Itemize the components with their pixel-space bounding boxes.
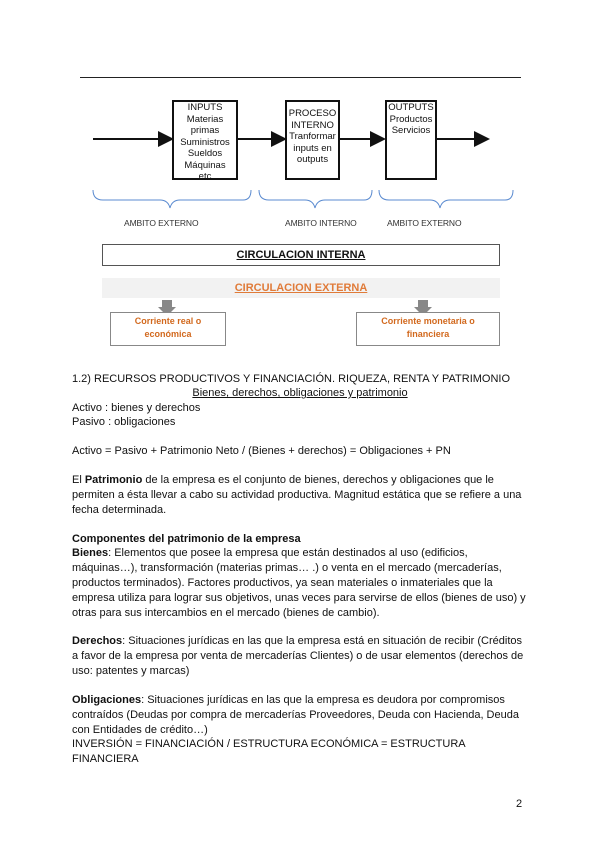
ambito-externo-left: AMBITO EXTERNO: [124, 218, 199, 228]
componentes-title: Componentes del patrimonio de la empresa: [72, 533, 301, 545]
corriente-monetaria-line: financiera: [406, 329, 450, 339]
obligaciones-term: Obligaciones: [72, 694, 142, 706]
brace-mid: [259, 190, 372, 208]
derechos-rest: : Situaciones jurídicas en las que la empresa está en situación de recibir (Créditos a favor de la empresa por venta de mercaderías Clientes) o de usar elementos (derechos de uso: patentes y marcas): [72, 635, 524, 677]
inputs-line: Suministros: [180, 136, 230, 148]
obligaciones-rest: : Situaciones jurídicas en las que la empresa es deudora por compromisos contraídos (Deudas por compra de mercaderías Proveedores, Deuda con Hacienda, Deuda con Entidades de crédito…): [72, 694, 519, 736]
proceso-line: PROCESO: [288, 108, 337, 119]
outputs-line: Productos: [389, 113, 433, 125]
proceso-box: [285, 100, 340, 180]
patrimonio-lead: El: [72, 474, 85, 486]
derechos-paragraph: [72, 634, 528, 679]
inputs-box: [172, 100, 238, 180]
section-title: 1.2) RECURSOS PRODUCTIVOS Y FINANCIACIÓN. RIQUEZA, RENTA Y PATRIMONIO: [72, 373, 511, 385]
outputs-box: [385, 100, 437, 180]
inversion-line: INVERSIÓN = FINANCIACIÓN / ESTRUCTURA ECONÓMICA = ESTRUCTURA FINANCIERA: [72, 738, 465, 765]
circulacion-interna: CIRCULACION INTERNA: [102, 244, 500, 266]
proceso-line: INTERNO: [291, 119, 334, 131]
corriente-real-line: Corriente real o: [134, 316, 202, 326]
inputs-line: etc: [198, 171, 212, 182]
outputs-line: OUTPUTS: [388, 102, 434, 113]
bienes-paragraph: [72, 546, 528, 621]
derechos-term: Derechos: [72, 635, 123, 647]
ambito-interno: AMBITO INTERNO: [285, 218, 357, 228]
circulacion-externa: CIRCULACION EXTERNA: [102, 278, 500, 298]
pasivo-line: Pasivo : obligaciones: [72, 416, 176, 428]
proceso-line: outputs: [296, 154, 329, 165]
proceso-line: inputs en: [293, 142, 332, 154]
brace-left: [93, 190, 251, 208]
bienes-rest: : Elementos que posee la empresa que están destinados al uso (edificios, máquinas…), transformación (materias primas… .) o venta en el mercado (mercaderías, productos terminados). Factores productivos, ya sean materiales o inmateriales que la empresa utiliza para lograr sus objetivos, unas veces para servirse de ellos (bienes de uso) y otras para sus intercambios en el mercado (bienes de cambio).: [72, 547, 526, 619]
ambito-externo-right: AMBITO EXTERNO: [387, 218, 462, 228]
inputs-line: Materias primas: [186, 113, 224, 136]
inputs-line: Máquinas: [184, 159, 226, 171]
inputs-line: INPUTS: [187, 102, 223, 113]
corriente-real-line: económica: [144, 329, 192, 339]
corriente-monetaria-box: [356, 312, 500, 346]
inputs-line: Sueldos: [187, 148, 223, 159]
page-number: 2: [516, 798, 523, 810]
patrimonio-term: Patrimonio: [84, 474, 143, 486]
outputs-line: Servicios: [391, 125, 431, 136]
brace-right: [379, 190, 513, 208]
subtitle: Bienes, derechos, obligaciones y patrimonio: [192, 387, 408, 399]
patrimonio-rest: de la empresa es el conjunto de bienes, derechos y obligaciones que le permiten a ésta llevar a cabo su actividad productiva. Magnitud estática que se refiere a una fecha determinada.: [72, 474, 522, 516]
proceso-line: Tranformar: [289, 131, 336, 142]
corriente-real-box: [110, 312, 226, 346]
activo-line: Activo : bienes y derechos: [72, 402, 201, 414]
equation-line: Activo = Pasivo + Patrimonio Neto / (Bienes + derechos) = Obligaciones + PN: [72, 445, 451, 457]
obligaciones-paragraph: [72, 693, 528, 738]
patrimonio-paragraph: [72, 473, 528, 518]
bienes-term: Bienes: [72, 547, 109, 559]
corriente-monetaria-line: Corriente monetaria o: [381, 316, 475, 326]
